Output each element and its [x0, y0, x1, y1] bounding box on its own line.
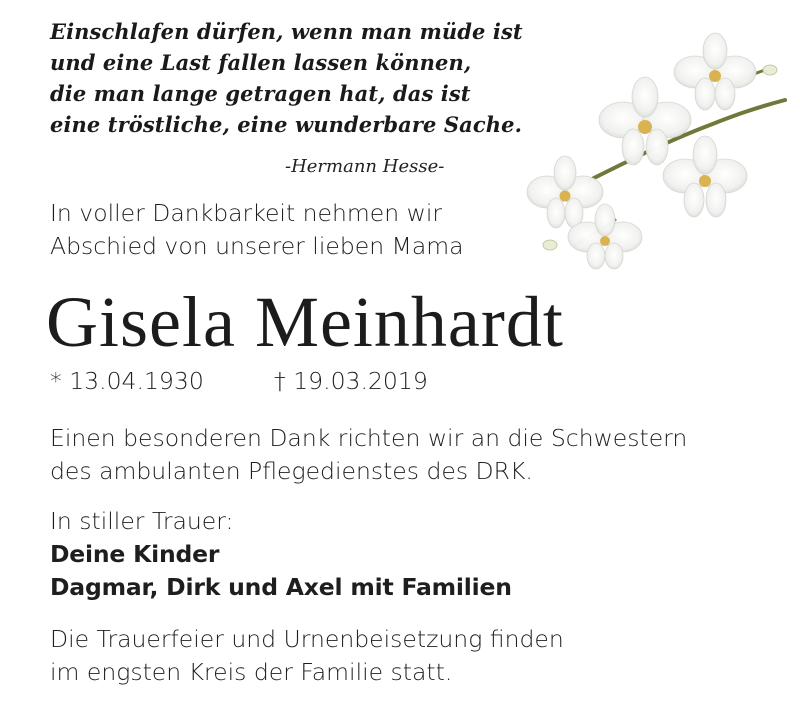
mourners-names: Dagmar, Dirk und Axel mit Familien [50, 573, 512, 601]
quote-line: Einschlafen dürfen, wenn man müde ist [50, 19, 523, 44]
ceremony-text [50, 623, 564, 689]
intro-text [50, 197, 464, 263]
orchid-flower [527, 33, 777, 269]
birth-date: * 13.04.1930 [50, 367, 204, 395]
thanks-line: Einen besonderen Dank richten wir an die Schwestern [50, 424, 688, 452]
quote-attribution: -Hermann Hesse- [285, 156, 445, 177]
death-date: † 19.03.2019 [274, 367, 428, 395]
life-dates [50, 365, 428, 398]
quote-line: die man lange getragen hat, das ist [50, 81, 471, 106]
thanks-text [50, 422, 687, 488]
thanks-line: des ambulanten Pflegedienstes des DRK. [50, 457, 533, 485]
mourners-block [50, 505, 512, 604]
orchid-flowers-image [520, 30, 800, 275]
quote-line: und eine Last fallen lassen können, [50, 50, 472, 75]
mourning-label: In stiller Trauer: [50, 507, 234, 535]
intro-line: In voller Dankbarkeit nehmen wir [50, 199, 443, 227]
ceremony-line: Die Trauerfeier und Urnenbeisetzung finden [50, 625, 564, 653]
deceased-name: Gisela Meinhardt [46, 282, 564, 362]
quote-line: eine tröstliche, eine wunderbare Sache. [50, 112, 522, 137]
quote-block [50, 16, 570, 140]
intro-line: Abschied von unserer lieben Mama [50, 232, 464, 260]
ceremony-line: im engsten Kreis der Familie statt. [50, 658, 453, 686]
mourners-children: Deine Kinder [50, 540, 220, 568]
